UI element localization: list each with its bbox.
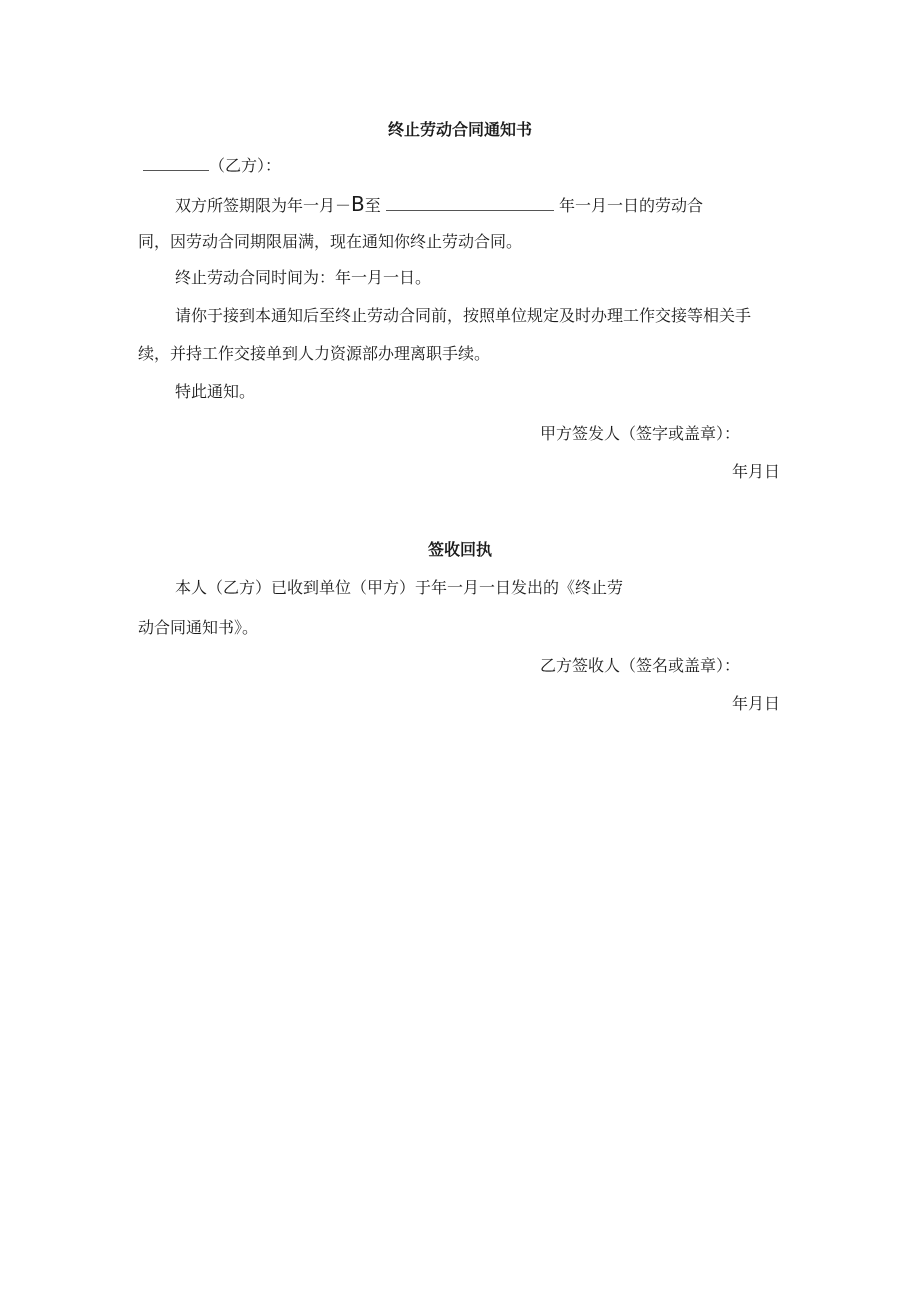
addressee-line <box>143 156 281 176</box>
receipt-signer-label: 乙方签收人（签名或盖章）： <box>540 656 741 675</box>
receipt-date-label: 年月日 <box>731 694 780 713</box>
para1-part3: 年一月一日的劳动合 <box>558 196 703 215</box>
notice-closing: 特此通知。 <box>175 382 256 401</box>
receipt-paragraph-line-1: 本人（乙方）已收到单位（甲方）于年一月一日发出的《终止劳 <box>175 578 624 597</box>
addressee-blank <box>143 156 209 171</box>
notice-paragraph-3-line-2: 续，并持工作交接单到人力资源部办理离职手续。 <box>138 344 491 363</box>
notice-date-label: 年月日 <box>731 462 780 481</box>
addressee-suffix: （乙方）： <box>209 156 282 175</box>
para1-part2: 至 <box>364 196 381 215</box>
notice-title: 终止劳动合同通知书 <box>387 120 532 139</box>
receipt-title: 签收回执 <box>427 540 492 559</box>
end-date-blank <box>386 196 554 211</box>
para1-part1: 双方所签期限为年一月－ <box>175 196 352 215</box>
notice-paragraph-1-line-1 <box>175 194 703 216</box>
notice-paragraph-3-line-1: 请你于接到本通知后至终止劳动合同前，按照单位规定及时办理工作交接等相关手 <box>175 306 752 325</box>
receipt-paragraph-line-2: 动合同通知书》。 <box>138 618 259 637</box>
notice-paragraph-2: 终止劳动合同时间为：年一月一日。 <box>175 268 432 287</box>
para1-b: B <box>351 192 365 216</box>
notice-signer-label: 甲方签发人（签字或盖章）： <box>540 424 741 443</box>
notice-paragraph-1-line-2: 同，因劳动合同期限届满，现在通知你终止劳动合同。 <box>138 232 523 251</box>
